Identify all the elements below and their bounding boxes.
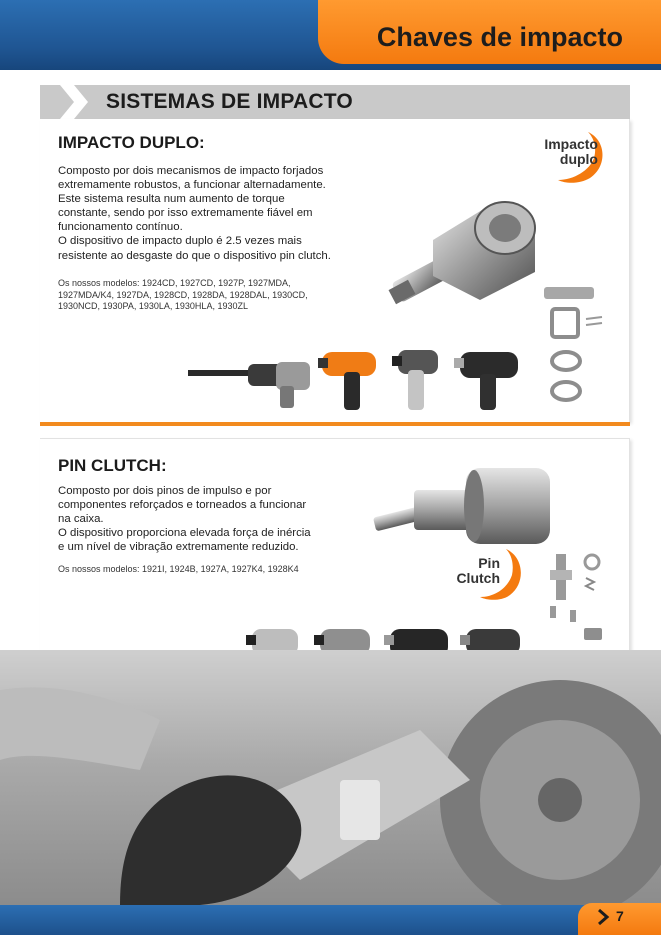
text-line: extremamente robustos, a funcionar alternadamente. [58,179,326,192]
text-line: na caixa. [58,513,104,526]
photo-illustration [0,650,661,905]
pin-clutch-badge [438,556,500,586]
twin-hammer-parts-image [540,283,605,411]
text-line: Este sistema resulta num aumento de torque [58,193,285,206]
badge-line: Pin [478,555,500,571]
chevron-right-icon [596,908,610,926]
badge-line: duplo [559,151,598,167]
text-line: Composto por dois pinos de impulso e por [58,485,272,497]
text-line: constante, sendo por isso extremamente fiável em [58,207,313,220]
text-line: Os nossos modelos: 1921I, 1924B, 1927A, 1927K4, 1928K4 [58,564,299,574]
impact-wrench-orange-image [318,348,380,412]
impacto-duplo-models [58,278,308,313]
chevron-right-icon [40,85,88,119]
text-line: 1927MDA/K4, 1927DA, 1928CD, 1928DA, 1928DAL, 1930CD, [58,289,308,300]
impacto-duplo-badge [520,137,598,167]
badge-line: Clutch [456,570,500,586]
pin-clutch-description [58,484,311,554]
impacto-duplo-description [58,164,331,263]
text-line: Composto por dois mecanismos de impacto forjados [58,165,324,177]
wheel-service-photo [0,650,661,905]
text-line: componentes reforçados e torneados a funcionar [58,499,307,512]
impacto-duplo-heading: IMPACTO DUPLO: [58,133,205,152]
panel-divider [40,422,630,426]
impact-wrench-long-image [188,360,313,410]
pin-clutch-mechanism-image [370,460,560,550]
pin-clutch-heading: PIN CLUTCH: [58,456,167,475]
page-title: Chaves de impacto [376,22,623,52]
text-line: O dispositivo de impacto duplo é 2.5 vezes mais [58,235,302,248]
text-line: 1930NCD, 1930PA, 1930LA, 1930HLA, 1930ZL [58,301,248,312]
impact-wrench-silver-image [392,348,442,412]
footer-bar [0,905,661,935]
twin-hammer-mechanism-image [385,180,545,310]
section-title: SISTEMAS DE IMPACTO [106,90,353,113]
badge-line: Impacto [544,136,598,152]
text-line: Os nossos modelos: 1924CD, 1927CD, 1927P, 1927MDA, [58,278,291,288]
text-line: resistente ao desgaste do que o dispositivo pin clutch. [58,249,331,262]
page-number: 7 [616,908,624,924]
impact-wrench-black-image [454,348,522,412]
text-line: O dispositivo proporciona elevada força de inércia [58,527,311,540]
text-line: funcionamento contínuo. [58,221,183,234]
pin-clutch-models [58,564,299,576]
text-line: e um nível de vibração extremamente reduzido. [58,541,299,554]
